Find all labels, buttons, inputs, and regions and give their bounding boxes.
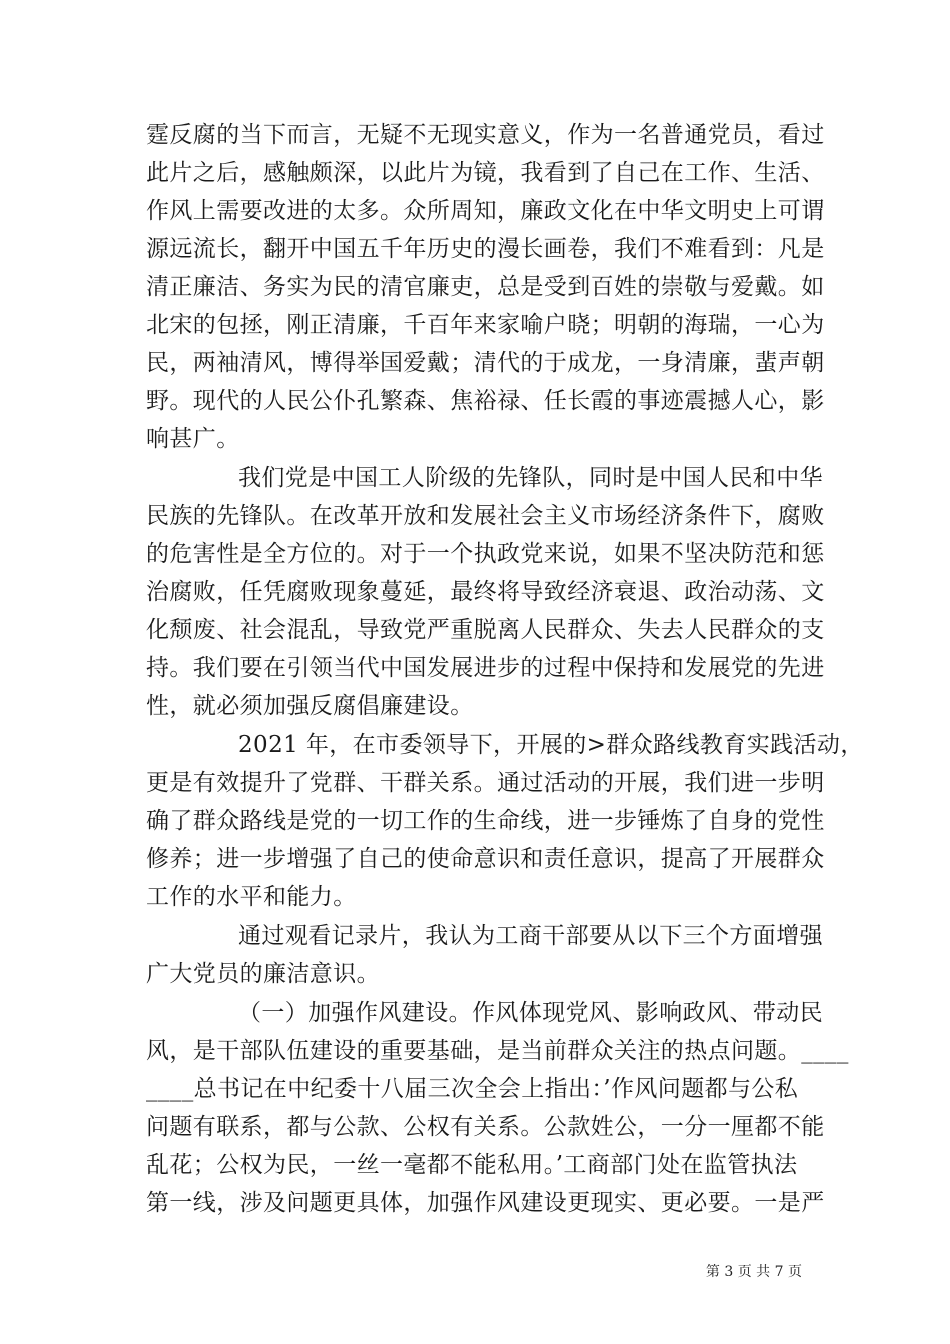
text-line: ____总书记在中纪委十八届三次全会上指出：’作风问题都与公私 [146,1076,799,1102]
text-line: 第一线，涉及问题更具体，加强作风建设更现实、更必要。一是严 [146,1190,825,1216]
text-line: 的危害性是全方位的。对于一个执政党来说，如果不坚决防范和惩 [146,541,825,567]
paragraph-first-line: 2021 年，在市委领导下，开展的>群众路线教育实践活动， [238,732,864,758]
text-line: 治腐败，任凭腐败现象蔓延，最终将导致经济衰退、政治动荡、文 [146,579,825,605]
text-line: 问题有联系，都与公款、公权有关系。公款姓公，一分一厘都不能 [146,1114,825,1140]
paragraph-first-line: （一）加强作风建设。作风体现党风、影响政风、带动民 [238,1000,823,1026]
text-line: 民，两袖清风，博得举国爱戴；清代的于成龙，一身清廉，蜚声朝 [146,350,825,376]
paragraph-first-line: 通过观看记录片，我认为工商干部要从以下三个方面增强 [238,923,823,949]
page-number-footer: 第 3 页 共 7 页 [705,1264,802,1280]
text-line: 此片之后，感触颇深，以此片为镜，我看到了自己在工作、生活、 [146,160,825,186]
text-line: 广大党员的廉洁意识。 [146,961,380,987]
text-line: 化颓废、社会混乱，导致党严重脱离人民群众、失去人民群众的支 [146,617,825,643]
text-line: 确了群众路线是党的一切工作的生命线，进一步锤炼了自身的党性 [146,808,825,834]
text-line: 性，就必须加强反腐倡廉建设。 [146,693,474,719]
text-line: 更是有效提升了党群、干群关系。通过活动的开展，我们进一步明 [146,770,825,796]
text-line: 民族的先锋队。在改革开放和发展社会主义市场经济条件下，腐败 [146,503,825,529]
text-line: 野。现代的人民公仆孔繁森、焦裕禄、任长霞的事迹震撼人心，影 [146,388,825,414]
text-line: 修养；进一步增强了自己的使命意识和责任意识，提高了开展群众 [146,846,825,872]
text-line: 工作的水平和能力。 [146,884,357,910]
text-line: 风，是干部队伍建设的重要基础，是当前群众关注的热点问题。____ [146,1038,849,1064]
text-line: 作风上需要改进的太多。众所周知，廉政文化在中华文明史上可谓 [146,198,825,224]
text-line: 北宋的包拯，刚正清廉，千百年来家喻户晓；明朝的海瑞，一心为 [146,312,825,338]
paragraph-first-line: 我们党是中国工人阶级的先锋队，同时是中国人民和中华 [238,465,823,491]
text-line: 霆反腐的当下而言，无疑不无现实意义，作为一名普通党员，看过 [146,122,825,148]
text-line: 响甚广。 [146,426,240,452]
text-line: 清正廉洁、务实为民的清官廉吏，总是受到百姓的崇敬与爱戴。如 [146,274,825,300]
text-line: 乱花；公权为民，一丝一毫都不能私用。’工商部门处在监管执法 [146,1152,798,1178]
text-line: 源远流长，翻开中国五千年历史的漫长画卷，我们不难看到：凡是 [146,236,825,262]
text-line: 持。我们要在引领当代中国发展进步的过程中保持和发展党的先进 [146,655,825,681]
